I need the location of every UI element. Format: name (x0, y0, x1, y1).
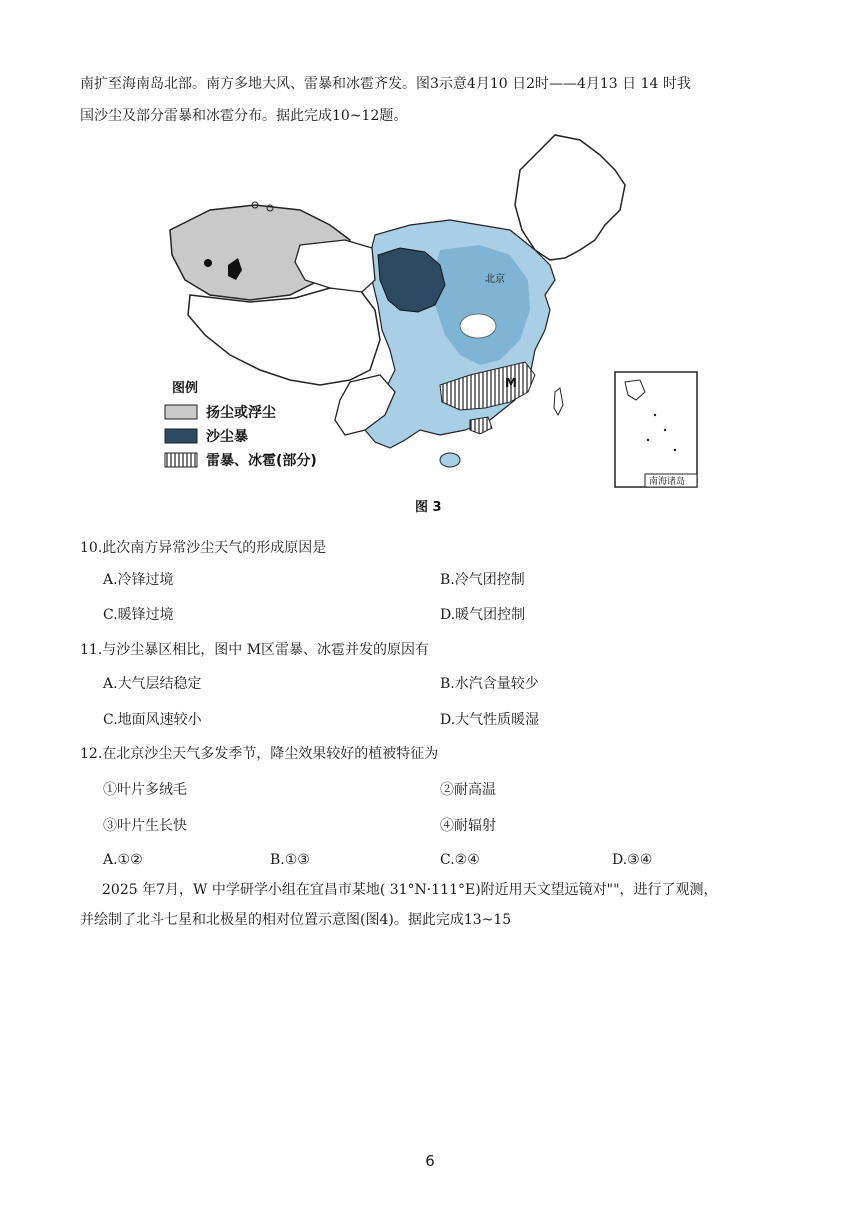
map-northeast-region (515, 135, 625, 260)
map-inset-dot (647, 439, 649, 441)
intro-line-1: 南扩至海南岛北部。南方多地大风、雷暴和冰雹齐发。图3示意4月10 日2时——4月13 日 14 时我 (80, 76, 691, 92)
q10-option-a[interactable]: A.冷锋过境 (103, 572, 174, 588)
china-dust-map (150, 130, 710, 515)
legend-label-storm: 沙尘暴 (206, 429, 248, 445)
q11-option-c[interactable]: C.地面风速较小 (103, 712, 202, 728)
q10-option-c[interactable]: C.暖锋过境 (103, 607, 174, 623)
legend-swatch-storm (165, 429, 197, 443)
passage2-line-2: 并绘制了北斗七星和北极星的相对位置示意图(图4)。据此完成13~15 (80, 912, 512, 928)
page-number: 6 (425, 1152, 435, 1170)
q12-choice-3: ③叶片生长快 (103, 818, 187, 834)
map-label-beijing: 北京 (485, 274, 505, 285)
map-caption: 图 3 (415, 500, 442, 515)
q12-option-b[interactable]: B.①③ (270, 852, 310, 868)
map-inset-label: 南海诸岛 (649, 477, 686, 487)
q12-choice-2: ②耐高温 (440, 782, 496, 798)
q12-choice-4: ④耐辐射 (440, 818, 496, 834)
passage2-line-1: 2025 年7月，W 中学研学小组在宜昌市某地( 31°N·111°E)附近用天文望远镜对""，进行了观测， (102, 882, 718, 898)
map-inset-box (615, 372, 697, 487)
q11-option-d[interactable]: D.大气性质暖湿 (440, 712, 540, 728)
legend-title: 图例 (172, 381, 199, 396)
map-label-m: M (505, 376, 517, 390)
map-clear-patch (460, 314, 496, 338)
q12-option-a[interactable]: A.①② (103, 852, 143, 868)
map-inset-dot (654, 414, 656, 416)
map-thunderstorm-patch (470, 417, 492, 434)
q12-option-d[interactable]: D.③④ (612, 852, 653, 868)
question-10-stem: 10.此次南方异常沙尘天气的形成原因是 (80, 540, 327, 556)
map-sandstorm-dot (204, 259, 212, 267)
map-inset-dot (664, 429, 666, 431)
map-hainan-island (440, 453, 460, 467)
q12-choice-1: ①叶片多绒毛 (103, 782, 187, 798)
q10-option-b[interactable]: B.冷气团控制 (440, 572, 525, 588)
q10-option-d[interactable]: D.暖气团控制 (440, 607, 526, 623)
legend-label-dust: 扬尘或浮尘 (206, 405, 276, 421)
legend-label-thunder: 雷暴、冰雹(部分) (206, 453, 317, 469)
question-11-stem: 11.与沙尘暴区相比，图中 M区雷暴、冰雹并发的原因有 (80, 642, 430, 658)
map-taiwan-island (554, 388, 563, 415)
map-figure (150, 130, 710, 515)
q12-option-c[interactable]: C.②④ (440, 852, 480, 868)
legend-swatch-thunder (165, 453, 197, 467)
q11-option-a[interactable]: A.大气层结稳定 (103, 676, 202, 692)
map-inset-dot (674, 449, 676, 451)
map-west-region (188, 288, 380, 385)
question-12-stem: 12.在北京沙尘天气多发季节，降尘效果较好的植被特征为 (80, 746, 439, 762)
legend-swatch-dust (165, 405, 197, 419)
intro-line-2: 国沙尘及部分雷暴和冰雹分布。据此完成10~12题。 (80, 108, 408, 124)
q11-option-b[interactable]: B.水汽含量较少 (440, 676, 539, 692)
